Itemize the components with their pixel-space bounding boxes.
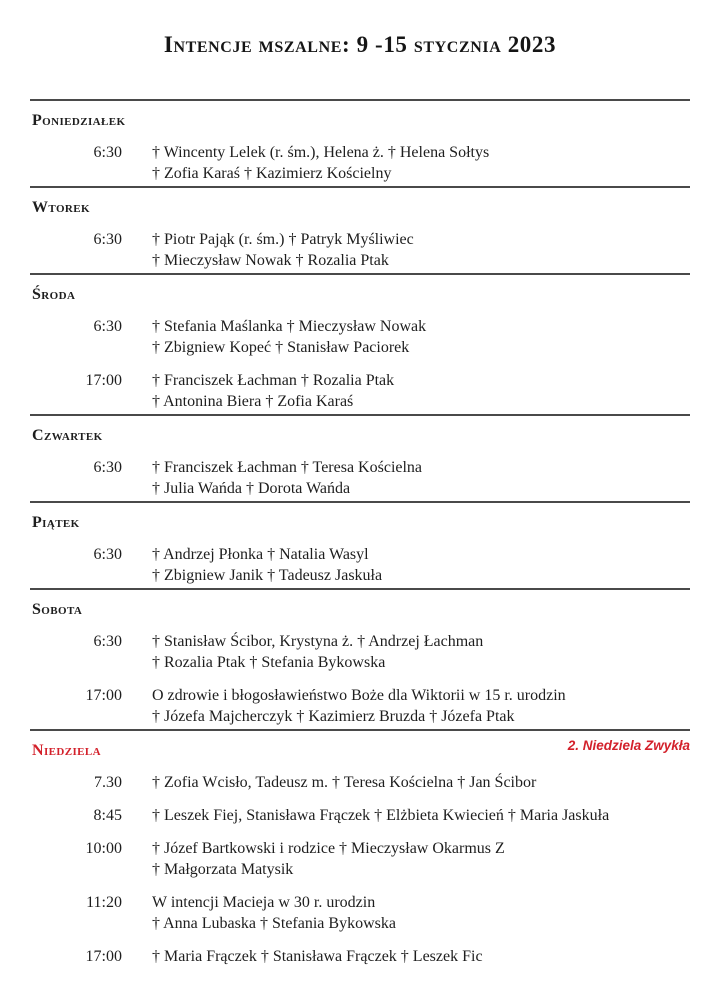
mass-intention — [152, 544, 382, 586]
mass-intention — [152, 946, 483, 967]
intention-line: † Julia Wańda † Dorota Wańda — [152, 480, 351, 497]
mass-entry — [30, 772, 690, 793]
day-heading: Sobota — [32, 601, 83, 618]
intention-line: † Anna Lubaska † Stefania Bykowska — [152, 915, 396, 932]
intention-line: † Zbigniew Janik † Tadeusz Jaskuła — [152, 567, 383, 584]
day-header-row — [32, 426, 690, 446]
mass-intention — [152, 370, 394, 412]
mass-intention — [152, 805, 609, 826]
mass-entry — [30, 370, 690, 412]
mass-entry — [30, 316, 690, 358]
intention-line: † Józefa Majcherczyk † Kazimierz Bruzda † Józefa Ptak — [152, 708, 515, 725]
mass-intention — [152, 685, 566, 727]
intention-line: † Leszek Fiej, Stanisława Frączek † Elżbieta Kwiecień † Maria Jaskuła — [152, 807, 610, 824]
section-divider — [30, 588, 690, 590]
day-heading: Czwartek — [32, 427, 103, 444]
section-divider — [30, 186, 690, 188]
day-header-row — [32, 513, 690, 533]
mass-entry — [30, 229, 690, 271]
section-divider — [30, 414, 690, 416]
mass-time: 10:00 — [85, 840, 122, 857]
day-heading: Niedziela — [32, 742, 101, 759]
day-header-row — [32, 738, 690, 761]
intention-line: O zdrowie i błogosławieństwo Boże dla Wiktorii w 15 r. urodzin — [152, 687, 566, 704]
mass-time: 6:30 — [93, 546, 122, 563]
mass-entry — [30, 892, 690, 934]
mass-entry — [30, 631, 690, 673]
section-divider — [30, 729, 690, 731]
mass-time: 6:30 — [93, 231, 122, 248]
mass-entry — [30, 838, 690, 880]
day-section — [30, 501, 690, 586]
mass-intention — [152, 316, 426, 358]
day-section — [30, 99, 690, 184]
section-divider — [30, 99, 690, 101]
day-section — [30, 273, 690, 412]
day-section — [30, 729, 690, 967]
mass-entry — [30, 457, 690, 499]
mass-entry — [30, 946, 690, 967]
mass-entry — [30, 142, 690, 184]
mass-entry — [30, 544, 690, 586]
mass-time: 6:30 — [93, 318, 122, 335]
day-section — [30, 186, 690, 271]
day-section — [30, 414, 690, 499]
mass-time: 6:30 — [93, 633, 122, 650]
day-header-row — [32, 285, 690, 305]
intention-line: † Zofia Wcisło, Tadeusz m. † Teresa Kościelna † Jan Ścibor — [152, 774, 537, 791]
intention-line: † Franciszek Łachman † Teresa Kościelna — [152, 459, 423, 476]
intention-line: † Stanisław Ścibor, Krystyna ż. † Andrzej Łachman — [152, 633, 484, 650]
mass-time: 7.30 — [94, 774, 122, 791]
mass-intention — [152, 838, 505, 880]
intention-line: † Stefania Maślanka † Mieczysław Nowak — [152, 318, 427, 335]
day-heading: Poniedziałek — [32, 112, 126, 129]
mass-intention — [152, 229, 414, 271]
day-header-row — [32, 111, 690, 131]
day-section — [30, 588, 690, 727]
intention-line: † Maria Frączek † Stanisława Frączek † Leszek Fic — [152, 948, 483, 965]
section-divider — [30, 501, 690, 503]
mass-time: 6:30 — [93, 459, 122, 476]
intention-line: † Małgorzata Matysik — [152, 861, 294, 878]
day-heading: Wtorek — [32, 199, 90, 216]
intention-line: † Wincenty Lelek (r. śm.), Helena ż. † Helena Sołtys — [152, 144, 490, 161]
mass-intention — [152, 772, 536, 793]
mass-time: 6:30 — [93, 144, 122, 161]
intention-line: W intencji Macieja w 30 r. urodzin — [152, 894, 376, 911]
intention-line: † Zbigniew Kopeć † Stanisław Paciorek — [152, 339, 410, 356]
day-header-row — [32, 600, 690, 620]
day-header-row — [32, 198, 690, 218]
mass-intention — [152, 142, 489, 184]
mass-schedule — [30, 99, 690, 967]
liturgical-note: 2. Niedziela Zwykła — [567, 738, 690, 753]
intention-line: † Zofia Karaś † Kazimierz Kościelny — [152, 165, 392, 182]
section-divider — [30, 273, 690, 275]
intention-line: † Antonina Biera † Zofia Karaś — [152, 393, 354, 410]
mass-entry — [30, 685, 690, 727]
day-heading: Piątek — [32, 514, 80, 531]
mass-time: 8:45 — [93, 807, 122, 824]
mass-entry — [30, 805, 690, 826]
mass-time: 17:00 — [85, 687, 122, 704]
mass-time: 17:00 — [85, 372, 122, 389]
mass-intention — [152, 631, 483, 673]
intention-line: † Franciszek Łachman † Rozalia Ptak — [152, 372, 395, 389]
page-title: Intencje mszalne: 9 -15 stycznia 2023 — [163, 32, 557, 57]
mass-intention — [152, 892, 396, 934]
intention-line: † Rozalia Ptak † Stefania Bykowska — [152, 654, 386, 671]
mass-intention — [152, 457, 422, 499]
day-heading: Środa — [32, 286, 76, 303]
mass-time: 11:20 — [86, 894, 122, 911]
intention-line: † Józef Bartkowski i rodzice † Mieczysław Okarmus Z — [152, 840, 505, 857]
mass-time: 17:00 — [85, 948, 122, 965]
intention-line: † Mieczysław Nowak † Rozalia Ptak — [152, 252, 389, 269]
intention-line: † Andrzej Płonka † Natalia Wasyl — [152, 546, 369, 563]
intention-line: † Piotr Pająk (r. śm.) † Patryk Myśliwiec — [152, 231, 414, 248]
